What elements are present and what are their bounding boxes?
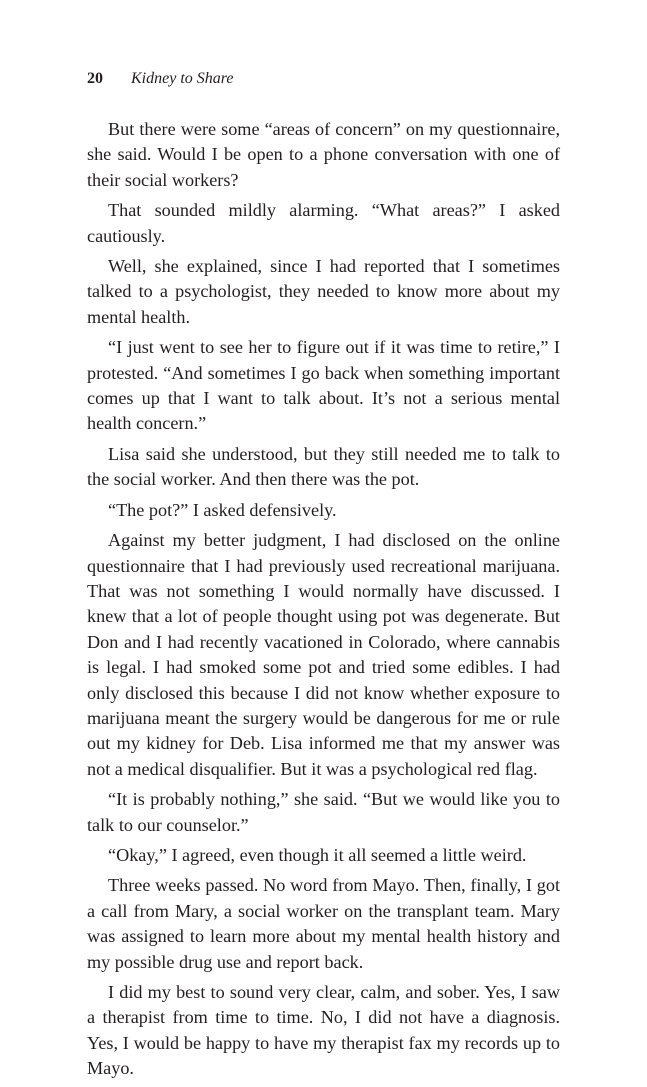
paragraph: Three weeks passed. No word from Mayo. Then, finally, I got a call from Mary, a social worker on the transplant team. Mary was assigned to learn more about my mental health history and my possible drug use and report back. — [87, 875, 560, 972]
body-text — [87, 117, 560, 1087]
paragraph: “The pot?” I asked defensively. — [108, 499, 337, 520]
running-header — [87, 68, 234, 90]
paragraph: But there were some “areas of concern” on my questionnaire, she said. Would I be open to a phone conversation with one of their social workers? — [87, 119, 560, 190]
paragraph: Well, she explained, since I had reported that I sometimes talked to a psychologist, they needed to know more about my mental health. — [87, 256, 560, 327]
book-title: Kidney to Share — [131, 70, 234, 87]
paragraph: That sounded mildly alarming. “What areas?” I asked cautiously. — [87, 200, 560, 246]
paragraph: “I just went to see her to figure out if it was time to retire,” I protested. “And sometimes I go back when something important comes up that I want to talk about. It’s not a serious mental health concern.” — [87, 337, 560, 434]
paragraph: “It is probably nothing,” she said. “But we would like you to talk to our counselor.” — [87, 789, 560, 835]
page-number: 20 — [87, 70, 103, 87]
paragraph: Against my better judgment, I had disclosed on the online questionnaire that I had previously used recreational marijuana. That was not something I would normally have discussed. I knew that a lot of people thought using pot was degenerate. But Don and I had recently vacationed in Colorado, where cannabis is legal. I had smoked some pot and tried some edibles. I had only disclosed this because I did not know whether exposure to marijuana meant the surgery would be dangerous for me or rule out my kidney for Deb. Lisa informed me that my answer was not a medical disqualifier. But it was a psychological red flag. — [87, 530, 560, 779]
paragraph: “Okay,” I agreed, even though it all seemed a little weird. — [108, 844, 527, 865]
paragraph: Lisa said she understood, but they still needed me to talk to the social worker. And then there was the pot. — [87, 443, 560, 490]
paragraph: I did my best to sound very clear, calm, and sober. Yes, I saw a therapist from time to time. No, I did not have a diagnosis. Yes, I would be happy to have my therapist fax my records up to Mayo. — [87, 982, 560, 1079]
